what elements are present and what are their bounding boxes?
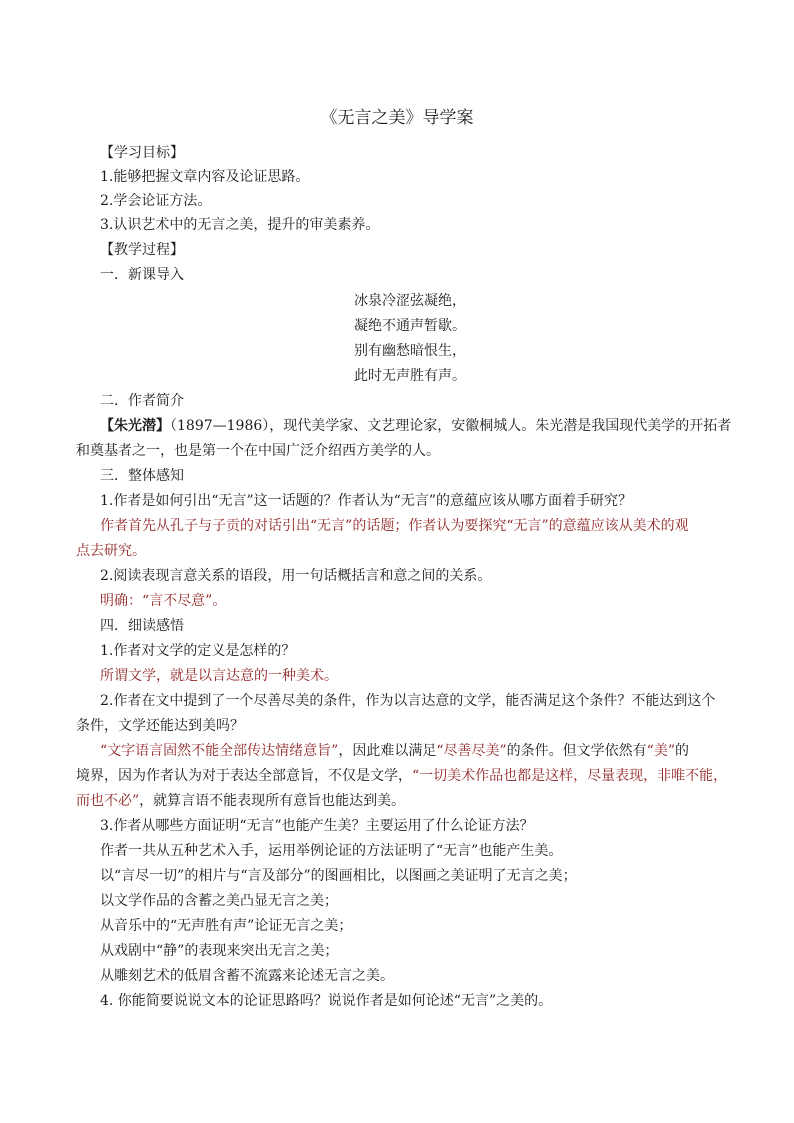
answer: 点去研究。 <box>76 543 146 559</box>
answer-quote: “尽善尽美” <box>436 743 507 759</box>
answer-quote: 而也不必” <box>76 793 140 809</box>
answer-line: 从戏剧中“静”的表现来突出无言之美； <box>100 943 339 959</box>
answer-mixed <box>76 789 726 813</box>
goal-item: 2.学会论证方法。 <box>100 193 212 209</box>
poem-line: 冰泉冷涩弦凝绝， <box>354 293 466 309</box>
question: 1.作者是如何引出“无言”这一话题的？作者认为“无言”的意蕴应该从哪方面着手研究？ <box>100 493 632 509</box>
author-bio-line: 和奠基者之一，也是第一个在中国广泛介绍西方美学的人。 <box>76 443 440 459</box>
question: 2.作者在文中提到了一个尽善尽美的条件，作为以言达意的文学，能否满足这个条件？不能达到这个 <box>100 693 716 709</box>
part1-heading: 一．新课导入 <box>100 267 184 283</box>
part3-heading: 三．整体感知 <box>100 468 184 484</box>
poem-line: 此时无声胜有声。 <box>354 368 466 384</box>
question: 条件，文学还能达到美吗？ <box>76 718 244 734</box>
answer-quote: “文字语言固然不能全部传达情绪意旨” <box>100 743 339 759</box>
author-name: 【朱光潜】 <box>100 418 170 434</box>
answer-line: 以文学作品的含蓄之美凸显无言之美； <box>100 893 338 909</box>
answer-line: 从雕刻艺术的低眉含蓄不流露来论述无言之美。 <box>100 968 394 984</box>
goal-item: 1.能够把握文章内容及论证思路。 <box>100 169 310 185</box>
answer-mixed <box>100 739 750 763</box>
section-heading-process: 【教学过程】 <box>100 242 184 258</box>
goal-item: 3.认识艺术中的无言之美，提升的审美素养。 <box>100 217 380 233</box>
question: 2.阅读表现言意关系的语段，用一句话概括言和意之间的关系。 <box>100 568 492 584</box>
answer-text: ，就算言语不能表现所有意旨也能达到美。 <box>139 793 406 809</box>
question: 3.作者从哪些方面证明“无言”也能产生美？主要运用了什么论证方法？ <box>100 818 534 834</box>
answer-text: 的 <box>674 743 689 759</box>
answer-text: ，因此难以满足 <box>338 743 437 759</box>
answer-quote: “一切美术作品也都是这样，尽量表现，非唯不能， <box>412 768 728 784</box>
author-bio-text: （1897—1986），现代美学家、文艺理论家，安徽桐城人。朱光潜是我国现代美学的开拓者 <box>170 418 732 434</box>
answer: 所谓文学，就是以言达意的一种美术。 <box>100 668 338 684</box>
section-heading-goals: 【学习目标】 <box>100 145 184 161</box>
author-bio-line <box>100 414 750 438</box>
part2-heading: 二．作者简介 <box>100 393 184 409</box>
answer-line: 以“言尽一切”的相片与“言及部分”的图画相比，以图画之美证明了无言之美； <box>100 868 577 884</box>
page-title: 《无言之美》导学案 <box>320 108 474 128</box>
answer-line: 从音乐中的“无声胜有声”论证无言之美； <box>100 918 353 934</box>
answer-text: 境界，因为作者认为对于表达全部意旨，不仅是文学， <box>76 768 412 784</box>
question: 4. 你能简要说说文本的论证思路吗？说说作者是如何论述“无言”之美的。 <box>100 993 553 1009</box>
poem-line: 凝绝不通声暂歇。 <box>354 318 466 334</box>
answer-quote: “美” <box>646 743 675 759</box>
answer-mixed <box>76 764 726 788</box>
answer: 作者首先从孔子与子贡的对话引出“无言”的话题；作者认为要探究“无言”的意蕴应该从美术的观 <box>100 518 689 534</box>
answer-text: 的条件。但文学依然有 <box>506 743 647 759</box>
answer-line: 作者一共从五种艺术入手，运用举例论证的方法证明了“无言”也能产生美。 <box>100 843 563 859</box>
part4-heading: 四．细读感悟 <box>100 618 184 634</box>
poem-line: 别有幽愁暗恨生， <box>354 343 466 359</box>
question: 1.作者对文学的定义是怎样的？ <box>100 643 296 659</box>
answer: 明确：“言不尽意”。 <box>100 593 227 609</box>
